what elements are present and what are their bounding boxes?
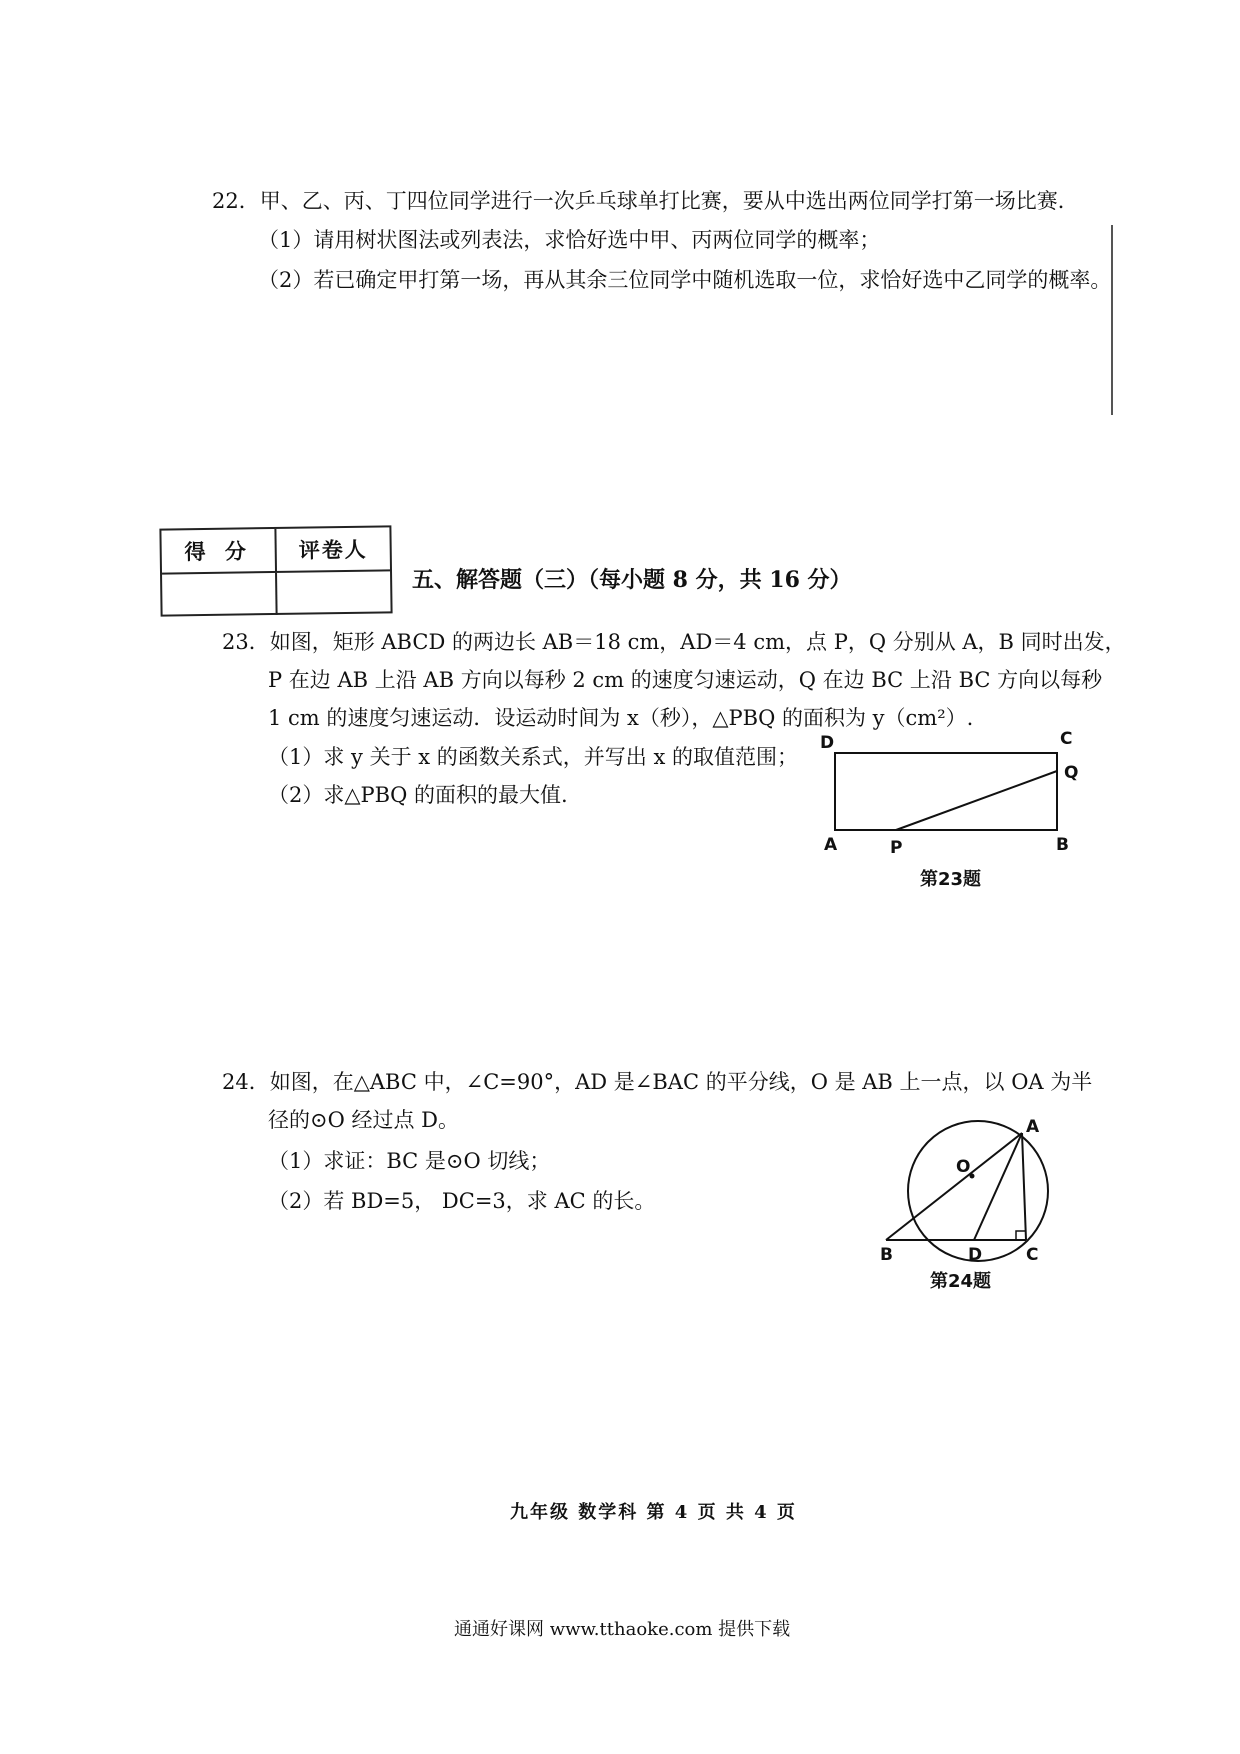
label-d: D — [820, 733, 835, 753]
segment-ac — [1022, 1133, 1026, 1240]
label-p: P — [890, 838, 903, 858]
label-a: A — [824, 835, 838, 855]
segment-ba — [886, 1133, 1022, 1240]
right-angle-mark — [1016, 1231, 1026, 1240]
q23-line2: P 在边 AB 上沿 AB 方向以每秒 2 cm 的速度匀速运动，Q 在边 BC 上沿 BC 方向以每秒 — [268, 668, 1103, 692]
grader-cell — [275, 571, 391, 615]
margin-line — [1111, 225, 1113, 415]
label-c: C — [1060, 729, 1073, 749]
figure-23 — [820, 729, 1080, 895]
q23-part2: （2）求△PBQ 的面积的最大值. — [268, 783, 568, 807]
label-q: Q — [1064, 763, 1079, 783]
figure-24-caption: 第24题 — [930, 1271, 992, 1292]
label-c: C — [1026, 1245, 1039, 1265]
q22-stem: 22．甲、乙、丙、丁四位同学进行一次乒乓球单打比赛，要从中选出两位同学打第一场比赛． — [212, 189, 1079, 213]
label-d: D — [968, 1245, 983, 1265]
section-title: 五、解答题（三）（每小题 8 分，共 16 分） — [412, 567, 852, 593]
q22-part2: （2）若已确定甲打第一场，再从其余三位同学中随机选取一位，求恰好选中乙同学的概率。 — [258, 268, 1112, 292]
figure-23-caption: 第23题 — [920, 869, 982, 890]
q22-part1: （1）请用树状图法或列表法，求恰好选中甲、丙两位同学的概率； — [258, 228, 881, 252]
label-o: O — [956, 1157, 971, 1177]
segment-pq — [896, 771, 1057, 830]
rectangle-abcd — [835, 753, 1057, 830]
q24-line2: 径的⊙O 经过点 D。 — [268, 1108, 459, 1132]
figure-24 — [870, 1115, 1070, 1295]
source-line: 通通好课网 www.tthaoke.com 提供下载 — [454, 1619, 791, 1640]
score-label: 得 分 — [184, 538, 253, 565]
grader-label: 评卷人 — [274, 527, 390, 571]
q23-part1: （1）求 y 关于 x 的函数关系式，并写出 x 的取值范围； — [268, 745, 798, 769]
score-table — [159, 525, 392, 616]
page-footer: 九年级 数学科 第 4 页 共 4 页 — [510, 1502, 797, 1523]
segment-ad — [974, 1133, 1022, 1240]
label-a: A — [1026, 1117, 1040, 1137]
score-cell — [162, 573, 276, 617]
q24-part1: （1）求证：BC 是⊙O 切线； — [268, 1149, 551, 1173]
label-b: B — [880, 1245, 893, 1265]
q23-line3: 1 cm 的速度匀速运动．设运动时间为 x（秒），△PBQ 的面积为 y（cm²）. — [268, 706, 974, 730]
q23-line1: 23．如图，矩形 ABCD 的两边长 AB＝18 cm，AD＝4 cm，点 P，Q 分别从 A，B 同时出发， — [222, 630, 1126, 654]
q24-line1: 24．如图，在△ABC 中，∠C=90°，AD 是∠BAC 的平分线，O 是 AB 上一点，以 OA 为半 — [222, 1070, 1093, 1094]
q24-part2: （2）若 BD=5， DC=3，求 AC 的长。 — [268, 1189, 656, 1213]
label-b: B — [1056, 835, 1069, 855]
